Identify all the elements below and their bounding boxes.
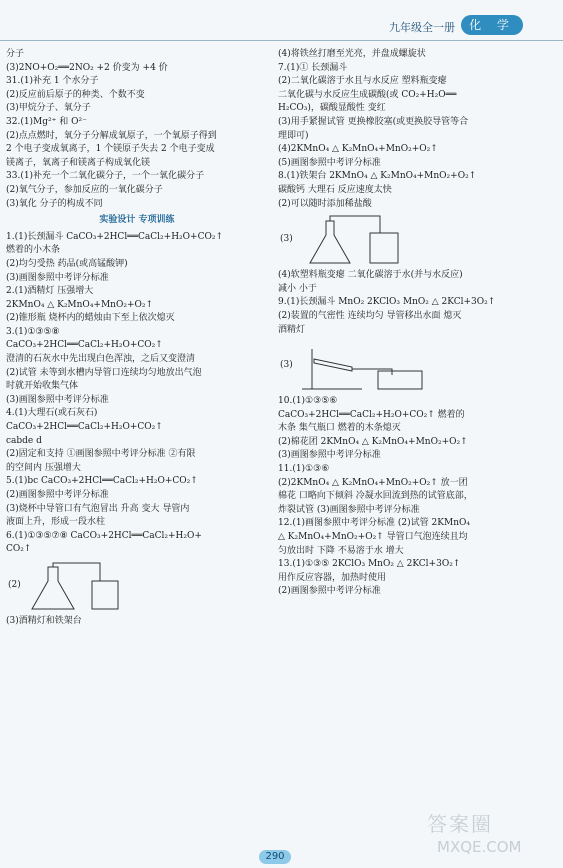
answer-line: (5)画图参照中考评分标准 (278, 157, 381, 168)
answer-line: (3)烧杯中导管口有气泡冒出 升高 变大 导管内 (6, 503, 190, 514)
answer-line: (2)固定和支持 ①画图参照中考评分标准 ②有限 (6, 449, 196, 460)
answer-line: 2.(1)酒精灯 压强增大 (6, 286, 94, 297)
answer-line: (2)棉花团 2KMnO₄ △ K₂MnO₄+MnO₂+O₂↑ (278, 436, 468, 447)
answer-line: 4.(1)大理石(或石灰石) (6, 408, 98, 419)
answer-line: 酒精灯 (278, 324, 306, 335)
answer-line: 7.(1)① 长颈漏斗 (278, 62, 348, 73)
answer-line: 31.(1)补充 1 个水分子 (6, 76, 99, 87)
answer-line: 8.(1)铁架台 2KMnO₄ △ K₂MnO₄+MnO₂+O₂↑ (278, 171, 477, 182)
answer-line: 时就开始收集气体 (6, 381, 79, 392)
answer-line: (2)可以随时添加稀盐酸 (278, 198, 372, 209)
watermark: 答案圈 (427, 812, 493, 836)
answer-line: 棉花 口略向下倾斜 冷凝水回流到热的试管底部， (278, 491, 473, 502)
watermark-url: MXQE.COM (437, 838, 522, 856)
answer-line: (4)软塑料瓶变瘪 二氧化碳溶于水(并与水反应) (278, 270, 463, 281)
apparatus-figure-right-1 (280, 215, 502, 265)
answer-line: (2)二氧化碳溶于水且与水反应 塑料瓶变瘪 (278, 76, 447, 87)
section-heading: 实验设计 专项训练 (99, 215, 175, 226)
answer-line: 5.(1)bc CaCO₃+2HCl══CaCl₂+H₂O+CO₂↑ (6, 476, 198, 487)
answer-line: (3)酒精灯和铁架台 (6, 615, 82, 626)
answer-line: (2)点点燃时，氧分子分解成氧原子，一个氧原子得到 (6, 130, 217, 141)
right-column (278, 48, 540, 599)
answer-line: 液面上升，形成一段水柱 (6, 517, 106, 528)
answer-line: (2)反应前后原子的种类、个数不变 (6, 89, 145, 100)
answer-line: CaCO₃+2HCl══CaCl₂+H₂O+CO₂↑ (6, 422, 163, 433)
answer-line: (2)2KMnO₄ △ K₂MnO₄+MnO₂+O₂↑ 放一团 (278, 477, 468, 488)
answer-line: (2)试管 未等到水槽内导管口连续均匀地放出气泡 (6, 367, 202, 378)
figure-label: (3) (280, 360, 293, 371)
answer-line: (4)2KMnO₄ △ K₂MnO₄+MnO₂+O₂↑ (278, 144, 438, 155)
answer-line: 12.(1)画图参照中考评分标准 (2)试管 2KMnO₄ (278, 518, 470, 529)
answer-line: (3)用手紧握试管 更换橡胶塞(或更换胶导管等合 (278, 116, 469, 127)
answer-line: 11.(1)①③⑥ (278, 464, 330, 475)
figure-label: (2) (8, 579, 21, 590)
answer-line: (2)画图参照中考评分标准 (278, 586, 381, 597)
answer-line: △ K₂MnO₄+MnO₂+O₂↑ 导管口气泡连续且均 (278, 532, 468, 543)
erlenmeyer-bottle-diagram (292, 215, 432, 265)
answer-line: 9.(1)长颈漏斗 MnO₂ 2KClO₃ MnO₂ △ 2KCl+3O₂↑ (278, 297, 496, 308)
answer-line: 2KMnO₄ △ K₂MnO₄+MnO₂+O₂↑ (6, 299, 154, 310)
answer-line: 的空间内 压强增大 (6, 462, 81, 473)
answer-line: 燃着的小木条 (6, 245, 61, 256)
answer-line: 镁离子，氧离子和镁离子构成氧化镁 (6, 157, 151, 168)
answer-line: H₂CO₃)，碳酸显酸性 变红 (278, 103, 386, 114)
answer-line: (3)2NO+O₂══2NO₂ +2 价变为 +4 价 (6, 62, 168, 73)
answer-line: 理即可) (278, 130, 309, 141)
answer-line: 澄清的石灰水中先出现白色浑浊，之后又变澄清 (6, 354, 196, 365)
answer-line: (3)画图参照中考评分标准 (6, 394, 109, 405)
answer-line: cabde d (6, 435, 42, 446)
answer-line: 匀放出时 下降 不易溶于水 增大 (278, 545, 404, 556)
answer-line: CaCO₃+2HCl══CaCl₂+H₂O+CO₂↑ 燃着的 (278, 409, 465, 420)
answer-line: (2)氧气分子，参加反应的一氧化碳分子 (6, 184, 163, 195)
answer-line: 13.(1)①③⑤ 2KClO₃ MnO₂ △ 2KCl+3O₂↑ (278, 559, 461, 570)
heating-setup-diagram (292, 341, 452, 391)
answer-line: 6.(1)①③⑤⑦⑧ CaCO₃+2HCl══CaCl₂+H₂O+ (6, 530, 202, 541)
answer-line: CaCO₃+2HCl══CaCl₂+H₂O+CO₂↑ (6, 340, 163, 351)
answer-line: 3.(1)①③⑤⑧ (6, 326, 60, 337)
answer-line: 木条 集气瓶口 燃着的木条熄灭 (278, 423, 401, 434)
answer-line: (2)均匀受热 药品(或高锰酸钾) (6, 258, 128, 269)
answer-line: 用作反应容器，加热时使用 (278, 572, 387, 583)
book-title: 九年级全一册 (389, 21, 455, 34)
answer-line: (3)氧化 分子的构成不同 (6, 198, 103, 209)
answer-line: 32.(1)Mg²⁺ 和 O²⁻ (6, 116, 87, 127)
page-number: 290 (259, 850, 291, 864)
answer-line: 二氧化碳与水反应生成碳酸(或 CO₂+H₂O══ (278, 89, 457, 100)
apparatus-figure-right-2 (280, 341, 502, 391)
answer-line: (3)画图参照中考评分标准 (278, 450, 381, 461)
answer-line: 减小 小于 (278, 283, 317, 294)
answer-line: 2 个电子变成氧离子，1 个镁原子失去 2 个电子变成 (6, 144, 215, 155)
answer-line: (2)装置的气密性 连续均匀 导管移出水面 熄灭 (278, 310, 462, 321)
answer-line: 分子 (6, 49, 25, 59)
answer-line: CO₂↑ (6, 544, 32, 555)
figure-label: (3) (280, 234, 293, 245)
answer-line: 碳酸钙 大理石 反应速度太快 (278, 184, 392, 195)
flask-bottle-diagram (20, 561, 140, 611)
answer-line: 炸裂试管 (3)画图参照中考评分标准 (278, 504, 420, 515)
answer-line: (2)锥形瓶 烧杯内的蜡烛由下至上依次熄灭 (6, 313, 175, 324)
answer-line: 10.(1)①③⑤⑥ (278, 396, 338, 407)
answer-line: 1.(1)长颈漏斗 CaCO₃+2HCl══CaCl₂+H₂O+CO₂↑ (6, 231, 223, 242)
left-column (6, 48, 268, 629)
subject-tag: 化 学 (461, 15, 523, 35)
answer-line: 33.(1)补充一个二氧化碳分子，一个一氧化碳分子 (6, 171, 205, 182)
answer-line: (3)画图参照中考评分标准 (6, 272, 109, 283)
answer-line: (2)画图参照中考评分标准 (6, 490, 109, 500)
apparatus-figure-left (8, 561, 230, 611)
answer-line: (3)甲烷分子、氧分子 (6, 103, 91, 114)
answer-line: (4)将铁丝打磨至光亮，并盘成螺旋状 (278, 49, 426, 59)
